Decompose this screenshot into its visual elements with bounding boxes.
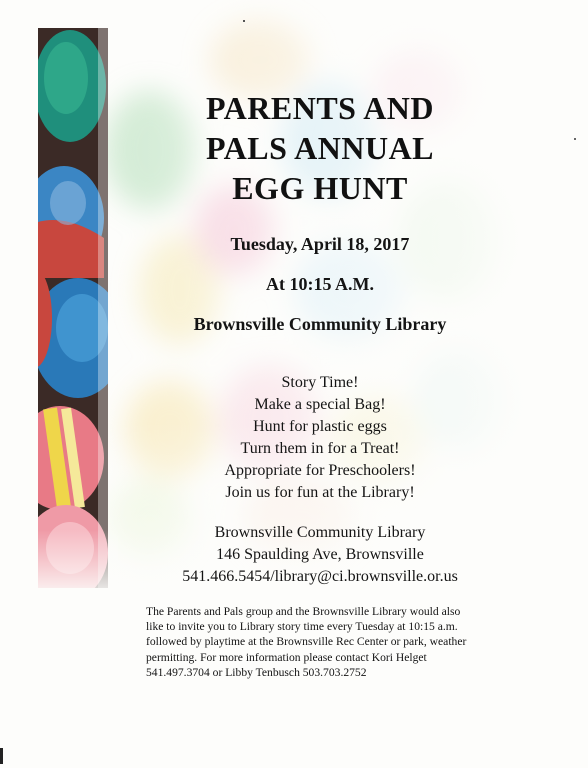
contact-line: 541.466.5454/library@ci.brownsville.or.us xyxy=(182,568,458,585)
scan-speck xyxy=(243,20,245,22)
easter-eggs-photo-strip xyxy=(38,28,108,588)
contact-line: 146 Spaulding Ave, Brownsville xyxy=(216,546,424,563)
event-time: At 10:15 A.M. xyxy=(266,274,374,294)
scan-speck xyxy=(0,748,3,764)
list-item: Story Time! xyxy=(281,374,359,391)
contact-block xyxy=(120,522,520,588)
strip-bottom-fade xyxy=(38,530,118,600)
event-title-line: EGG HUNT xyxy=(232,170,408,206)
list-item: Hunt for plastic eggs xyxy=(253,418,387,435)
list-item: Join us for fun at the Library! xyxy=(225,484,415,501)
invitation-paragraph: The Parents and Pals group and the Brownsville Library would also like to invite you to Library story time every Tuesday at 10:15 a.m. followed by playtime at the Brownsville Rec Center or park, weather permitting. For more information please contact Kori Helget 541.497.3704 or Libby Tenbusch 503.703.2752 xyxy=(146,605,467,679)
event-venue: Brownsville Community Library xyxy=(193,314,447,334)
event-title xyxy=(120,88,520,208)
list-item: Turn them in for a Treat! xyxy=(240,440,400,457)
event-title-line: PARENTS AND xyxy=(205,90,435,126)
event-date: Tuesday, April 18, 2017 xyxy=(230,234,410,254)
list-item: Make a special Bag! xyxy=(254,396,386,413)
event-title-line: PALS ANNUAL xyxy=(205,130,435,166)
list-item: Appropriate for Preschoolers! xyxy=(224,462,416,479)
contact-line: Brownsville Community Library xyxy=(214,524,426,541)
scan-speck xyxy=(574,138,576,140)
activities-list xyxy=(120,372,520,504)
